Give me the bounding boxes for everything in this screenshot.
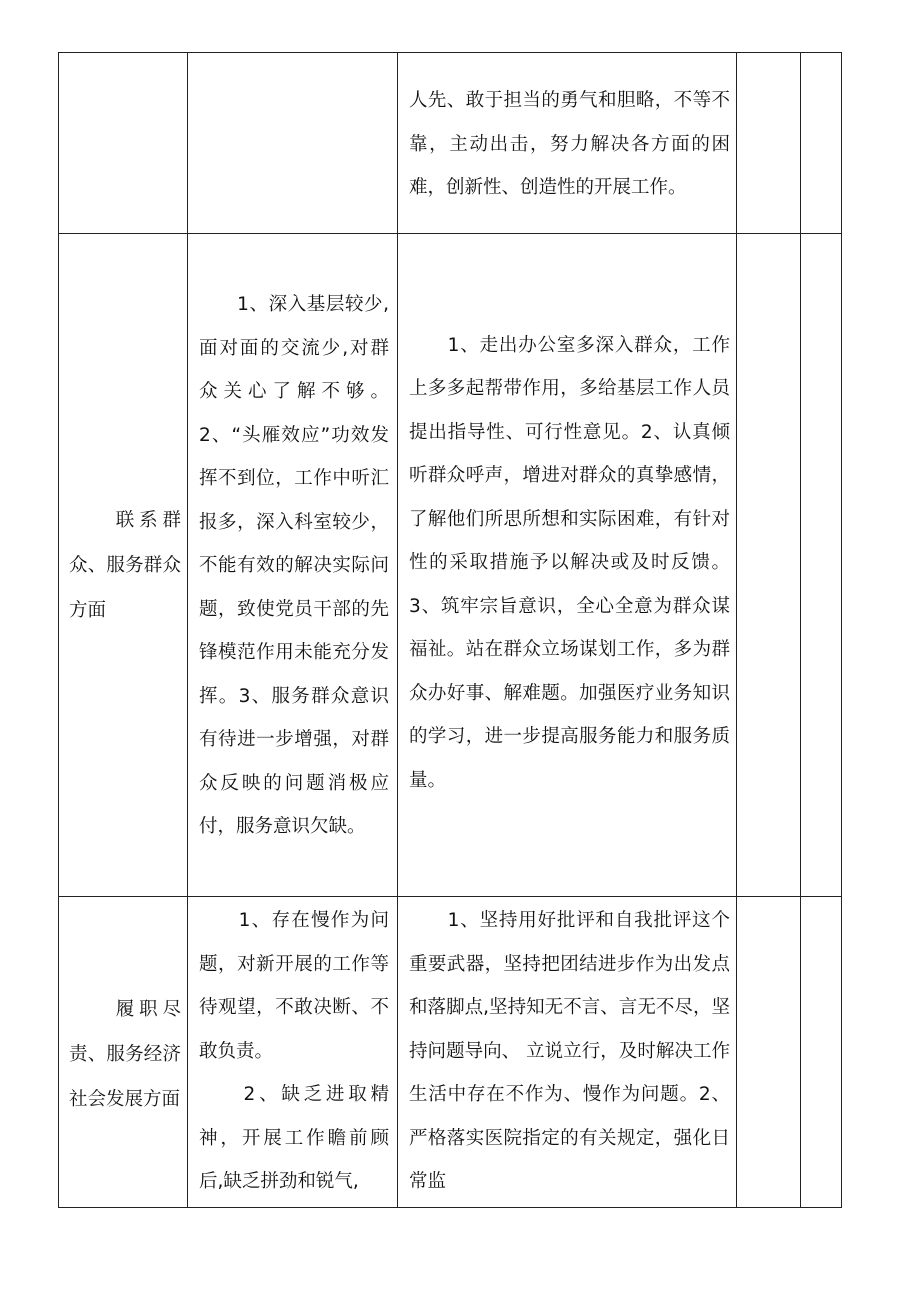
blank-cell <box>737 53 801 234</box>
category-cell: 联系群众、服务群众方面 <box>59 234 188 897</box>
blank-cell <box>737 234 801 897</box>
table-row <box>59 53 842 234</box>
blank-cell <box>801 234 842 897</box>
problems-cell <box>188 53 398 234</box>
problems-cell: 1、深入基层较少,面对面的交流少,对群众关心了解不够。2、“头雁效应”功效发挥不到位，工作中听汇报多，深入科室较少，不能有效的解决实际问题，致使党员干部的先锋模范作用未能充分发挥。3、服务群众意识有待进一步增强，对群众反映的问题消极应付，服务意识欠缺。 <box>188 234 398 897</box>
measures-cell: 1、坚持用好批评和自我批评这个重要武器，坚持把团结进步作为出发点和落脚点,坚持知无不言、言无不尽，坚持问题导向、 立说立行，及时解决工作生活中存在不作为、慢作为问题。2、严格落实医院指定的有关规定，强化日常监 <box>398 897 737 1208</box>
category-cell: 履职尽责、服务经济社会发展方面 <box>59 897 188 1208</box>
table-row <box>59 897 842 1208</box>
category-cell <box>59 53 188 234</box>
blank-cell <box>801 53 842 234</box>
measures-cell: 1、走出办公室多深入群众，工作上多多起帮带作用，多给基层工作人员提出指导性、可行性意见。2、认真倾听群众呼声，增进对群众的真挚感情，了解他们所思所想和实际困难，有针对性的采取措施予以解决或及时反馈。3、筑牢宗旨意识，全心全意为群众谋福祉。站在群众立场谋划工作，多为群众办好事、解难题。加强医疗业务知识的学习，进一步提高服务能力和服务质量。 <box>398 234 737 897</box>
blank-cell <box>737 897 801 1208</box>
measures-cell: 人先、敢于担当的勇气和胆略，不等不靠，主动出击，努力解决各方面的困难，创新性、创造性的开展工作。 <box>398 53 737 234</box>
problems-cell: 1、存在慢作为问题，对新开展的工作等待观望，不敢决断、不敢负责。 2、缺乏进取精神，开展工作瞻前顾后,缺乏拼劲和锐气, <box>188 897 398 1208</box>
self-review-table <box>58 52 842 1208</box>
blank-cell <box>801 897 842 1208</box>
table-row <box>59 234 842 897</box>
